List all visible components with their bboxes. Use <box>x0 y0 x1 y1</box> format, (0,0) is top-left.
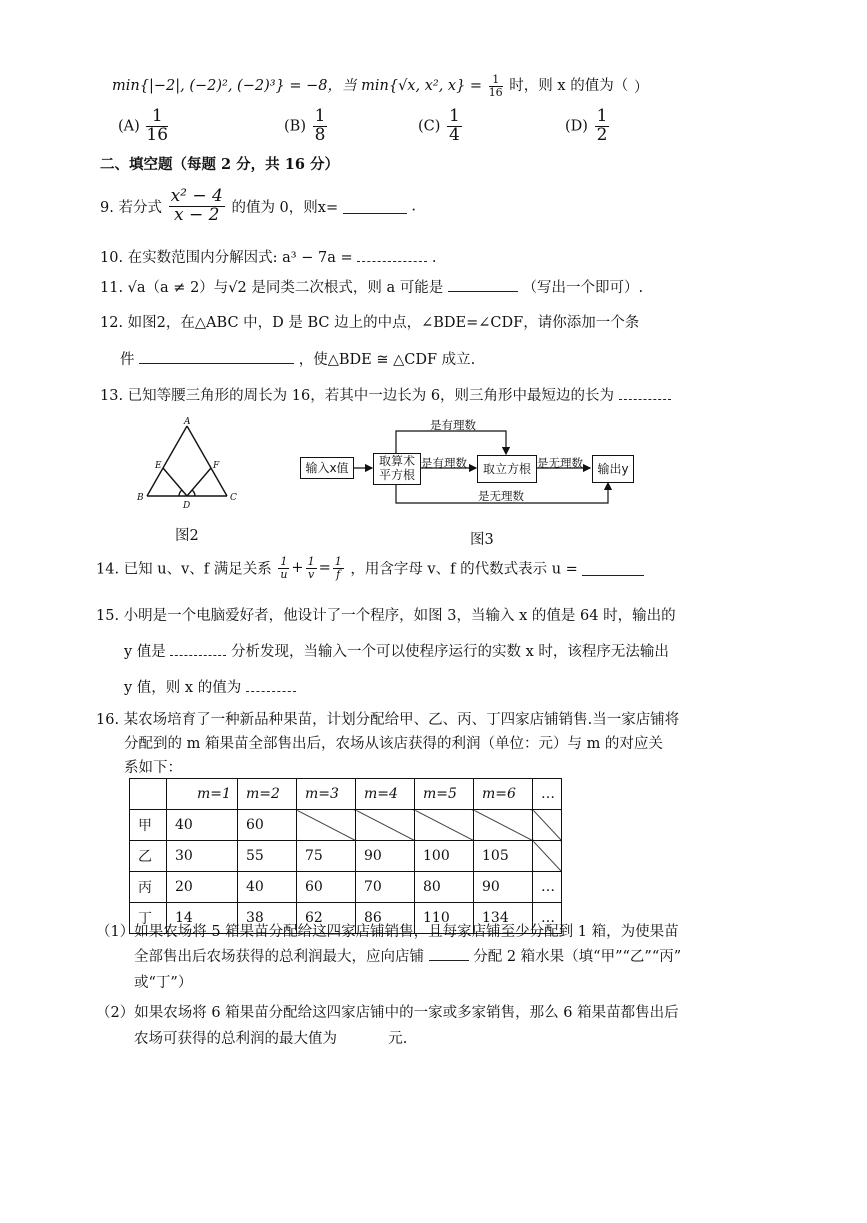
table-row: 丙 20 40 60 70 80 90 … <box>130 872 562 903</box>
q16-sub2-line1: （2）如果农场将 6 箱果苗分配给这四家店铺中的一家或多家销售，那么 6 箱果苗都售出后 <box>96 1005 679 1021</box>
q16-line1: 16. 某农场培育了一种新品种果苗，计划分配给甲、乙、丙、丁四家店铺销售.当一家店铺将 <box>96 712 680 728</box>
flow-label-irrational-mid: 是无理数 <box>537 456 583 470</box>
label-e: E <box>155 461 162 471</box>
q10-answer-blank[interactable] <box>357 247 427 262</box>
table-header-cell: m=4 <box>356 779 415 810</box>
q15-line3: y 值，则 x 的值为 <box>124 676 296 697</box>
q8-option-d: (D) $\frac{1}{2}$ <box>565 106 608 145</box>
q8-option-c: (C) $\frac{1}{4}$ <box>418 106 460 145</box>
q8-stem <box>112 74 628 98</box>
table-header-cell: m=5 <box>415 779 474 810</box>
figure-3-caption: 图3 <box>470 532 494 548</box>
flow-cbrt-box: 取立方根 <box>477 455 537 483</box>
flow-input-box: 输入x值 <box>300 457 354 479</box>
empty-slash-cell <box>533 841 562 872</box>
table-header-cell: m=6 <box>474 779 533 810</box>
label-d: D <box>183 501 191 511</box>
table-header-row <box>130 779 562 810</box>
q11-answer-blank[interactable] <box>448 277 518 292</box>
q15-answer-blank-1[interactable] <box>170 641 226 656</box>
table-header-cell: … <box>533 779 562 810</box>
table-header-cell: m=2 <box>238 779 297 810</box>
q15-line2: y 值是 分析发现，当输入一个可以使程序运行的实数 x 时，该程序无法输出 <box>124 640 669 661</box>
q14-answer-blank[interactable] <box>582 561 644 576</box>
table-row: 乙 30 55 75 90 100 105 <box>130 841 562 872</box>
empty-slash-cell <box>297 810 356 841</box>
empty-slash-cell <box>533 810 562 841</box>
table-header-cell: m=1 <box>167 779 238 810</box>
label-b: B <box>137 493 144 503</box>
q16-sub2-line2: 农场可获得的总利润的最大值为 元. <box>134 1031 408 1047</box>
q8-stem-right: 时，则 x 的值为（ <box>509 78 629 95</box>
figure-2-triangle <box>135 416 245 511</box>
flow-label-rational-mid: 是有理数 <box>421 456 467 470</box>
q9-fraction: $\frac{\text{x² − 4}}{x - 2}$ <box>170 186 223 225</box>
section-title-fill-in: 二、填空题（每题 2 分，共 16 分） <box>100 156 339 173</box>
q11: 11. √a（a ≠ 2）与√2 是同类二次根式，则 a 可能是 （写出一个即可）. <box>100 276 643 297</box>
table-row: 甲 40 60 <box>130 810 562 841</box>
q8-stem-left: min{|−2|, (−2)², (−2)³} = −8，当 min{√x, x², x} = <box>112 78 483 95</box>
empty-slash-cell <box>356 810 415 841</box>
profit-table <box>129 778 562 934</box>
q16-line3: 系如下： <box>124 760 182 776</box>
q12-answer-blank[interactable] <box>139 349 294 364</box>
side-ac <box>187 426 227 496</box>
q9: 9. 若分式 $\frac{\text{x² − 4}}{x - 2}$ 的值为 0，则x= . <box>100 186 416 225</box>
flow-label-irrational-bottom: 是无理数 <box>478 489 524 503</box>
q13-answer-blank[interactable] <box>619 385 671 400</box>
label-a: A <box>184 417 191 427</box>
q9-answer-blank[interactable] <box>343 199 407 214</box>
label-f: F <box>213 461 220 471</box>
q10: 10. 在实数范围内分解因式: a³ − 7a = . <box>100 246 436 267</box>
q14: 14. 已知 u、v、f 满足关系 $\frac{1}{u}$ + $\frac{1}{v}$ = $\frac{1}{f}$ ，用含字母 v、f 的代数式表示 u = <box>96 556 644 580</box>
table-header-cell <box>130 779 167 810</box>
angle-mark-bde <box>179 490 182 496</box>
q15-answer-blank-2[interactable] <box>246 677 296 692</box>
arrow-rational-loop <box>396 431 506 454</box>
flow-label-rational-top: 是有理数 <box>430 418 476 432</box>
empty-slash-cell <box>415 810 474 841</box>
q16-sub1-line2: 全部售出后农场获得的总利润最大，应向店铺 分配 2 箱水果（填“甲”“乙”“丙” <box>134 945 681 966</box>
side-ab <box>147 426 187 496</box>
q16-sub1-line3: 或“丁”） <box>134 975 193 991</box>
angle-mark-cdf <box>192 490 195 496</box>
q8-option-a: (A) $\frac{1}{16}$ <box>118 106 169 145</box>
figure-2-caption: 图2 <box>175 528 199 544</box>
table-header-cell: m=3 <box>297 779 356 810</box>
q8-options <box>118 108 638 154</box>
q8-option-b: (B) $\frac{1}{8}$ <box>284 106 326 145</box>
q8-close-paren: ） <box>634 80 649 96</box>
segment-de <box>163 468 187 496</box>
q16-line2: 分配到的 m 箱果苗全部售出后，农场从该店获得的利润（单位：元）与 m 的对应关 <box>124 736 663 752</box>
q8-stem-fraction: $\frac{1}{16}$ <box>488 73 503 99</box>
flow-output-box: 输出y <box>592 455 634 483</box>
table-row: 丁 14 38 62 86 110 134 … <box>130 903 562 934</box>
q16-sub1-answer-blank[interactable] <box>429 946 469 961</box>
q12-line1: 12. 如图2，在△ABC 中，D 是 BC 边上的中点，∠BDE=∠CDF，请你添加一个条 <box>100 315 640 331</box>
q13: 13. 已知等腰三角形的周长为 16，若其中一边长为 6，则三角形中最短边的长为 <box>100 384 671 405</box>
q16-sub1-line1: （1）如果农场将 5 箱果苗分配给这四家店铺销售，且每家店铺至少分配到 1 箱，为使果苗 <box>96 924 679 940</box>
q12-line2: 件 ，使△BDE ≅ △CDF 成立. <box>120 348 475 369</box>
empty-slash-cell <box>474 810 533 841</box>
label-c: C <box>230 493 237 503</box>
q15-line1: 15. 小明是一个电脑爱好者，他设计了一个程序，如图 3，当输入 x 的值是 64 时，输出的 <box>96 608 676 624</box>
segment-df <box>187 468 211 496</box>
flow-sqrt-box: 取算术平方根 <box>373 453 421 485</box>
